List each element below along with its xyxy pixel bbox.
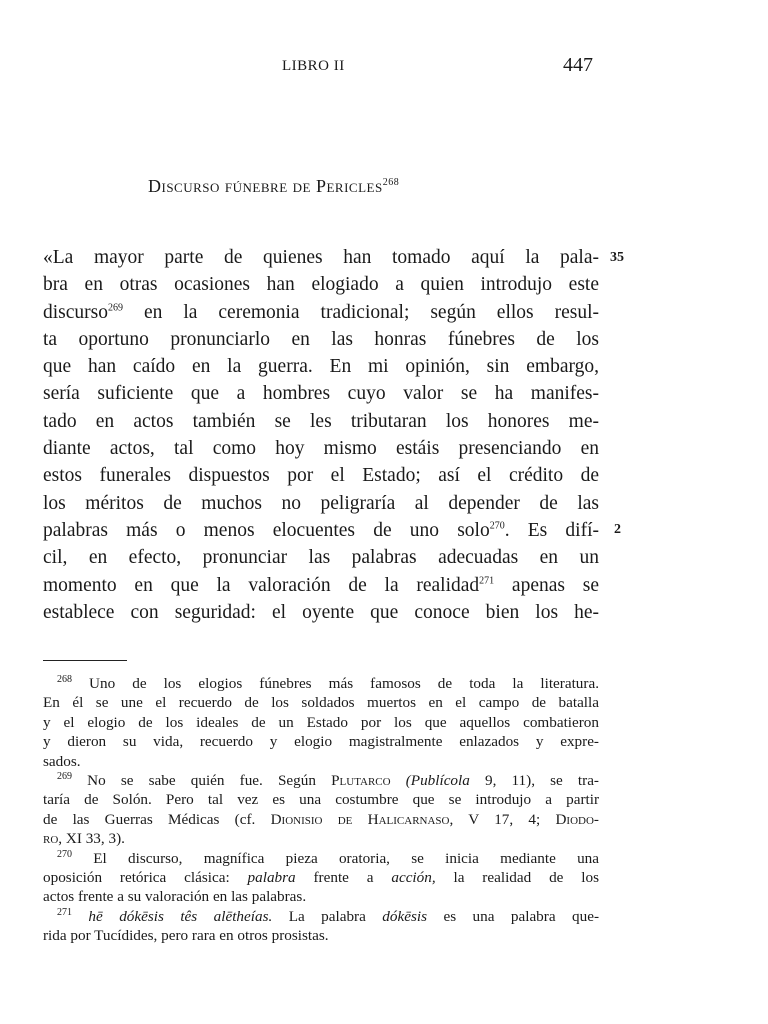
page-number: 447 xyxy=(563,54,593,76)
text-line: ta oportuno pronunciarlo en las honras fúnebres de los xyxy=(43,328,599,350)
footnote-line: En él se une el recuerdo de los soldados muertos en el campo de batalla xyxy=(43,694,599,712)
footnote-line: sados. xyxy=(43,752,81,770)
text-line: estos funerales dispuestos por el Estado; así el crédito de xyxy=(43,465,599,487)
text-span: palabras más o menos elocuentes de uno solo xyxy=(43,519,490,541)
italic-term: hē dókēsis tês alētheías. xyxy=(72,907,273,925)
text-line: tado en actos también se les tributaran los honores me- xyxy=(43,410,599,432)
italic-term: dókēsis xyxy=(382,907,428,925)
text-span: 9, 11), se tra- xyxy=(469,772,599,790)
text-span: es una palabra que- xyxy=(427,907,599,925)
italic-term: acción, xyxy=(391,869,436,887)
footnote-number: 271 xyxy=(57,906,72,918)
margin-chapter-number: 35 xyxy=(610,250,624,265)
text-span: , XI 33, 3). xyxy=(58,830,125,848)
footnote-ref: 270 xyxy=(489,520,505,532)
text-span: El discurso, magnífica pieza oratoria, se inicia mediante una xyxy=(72,849,599,867)
work-title: (Publícola xyxy=(390,772,470,790)
section-title xyxy=(148,176,399,197)
footnote-line xyxy=(43,829,599,848)
footnote-line: rida por Tucídides, pero rara en otros prosistas. xyxy=(43,927,329,945)
footnote-line: y el elogio de los ideales de un Estado por los que aquellos combatieron xyxy=(43,713,599,731)
author-name: Diodo- xyxy=(555,810,599,828)
text-span: en la ceremonia tradicional; según ellos resul- xyxy=(123,301,599,323)
footnote-line: taría de Solón. Pero tal vez es una costumbre que se introdujo a partir xyxy=(43,791,599,809)
text-line: que han caído en la guerra. En mi opinión, sin embargo, xyxy=(43,356,599,378)
text-span: momento en que la valoración de la realidad xyxy=(43,574,480,596)
text-span: Uno de los elogios fúnebres más famosos de toda la literatura. xyxy=(72,675,599,692)
footnote-ref: 271 xyxy=(479,575,495,587)
italic-term: palabra xyxy=(247,869,296,887)
text-span: , V 17, 4; xyxy=(449,810,556,828)
text-line: diante actos, tal como hoy mismo estáis presenciando en xyxy=(43,438,599,460)
author-name: Dionisio de Halicarnaso xyxy=(270,810,450,828)
main-text xyxy=(43,244,599,626)
section-title-text: Discurso fúnebre de Pericles xyxy=(148,176,383,196)
text-span: frente a xyxy=(295,869,392,887)
margin-paragraph-number: 2 xyxy=(614,522,621,537)
text-line: cil, en efecto, pronunciar las palabras adecuadas en un xyxy=(43,547,599,569)
text-span: de las Guerras Médicas (cf. xyxy=(43,810,271,828)
footnote-270 xyxy=(43,849,599,868)
footnote-269 xyxy=(43,771,599,790)
text-line: sería suficiente que a hombres cuyo valor se ha manifes- xyxy=(43,383,599,405)
author-name: ro xyxy=(43,830,59,848)
text-line xyxy=(43,517,599,544)
text-line: bra en otras ocasiones han elogiado a quien introdujo este xyxy=(43,274,599,296)
text-line xyxy=(43,572,599,599)
text-span: oposición retórica clásica: xyxy=(43,869,248,887)
text-line: «La mayor parte de quienes han tomado aquí la pala- xyxy=(43,247,599,268)
text-line xyxy=(43,299,599,326)
footnote-divider xyxy=(43,660,127,661)
footnote-268 xyxy=(43,674,599,693)
footnote-line xyxy=(43,810,599,829)
text-line: los méritos de muchos no peligraría al depender de las xyxy=(43,492,599,514)
footnote-line xyxy=(43,868,599,887)
footnote-number: 270 xyxy=(57,848,72,860)
text-span: La palabra xyxy=(272,907,383,925)
text-line: establece con seguridad: el oyente que conoce bien los he- xyxy=(43,601,599,623)
page-header xyxy=(0,54,768,84)
text-span: la realidad de los xyxy=(435,869,599,887)
author-name: Plutarco xyxy=(331,772,391,790)
footnote-271 xyxy=(43,907,599,926)
footnote-ref: 269 xyxy=(108,302,123,314)
text-span: discurso xyxy=(43,301,108,323)
footnote-line: y dieron su vida, recuerdo y elogio magistralmente enlazados y expre- xyxy=(43,733,599,751)
text-span: . Es difí- xyxy=(504,519,599,541)
text-span: apenas se xyxy=(494,574,599,596)
footnote-ref: 268 xyxy=(382,177,400,188)
footnote-number: 268 xyxy=(57,673,72,685)
running-head: LIBRO II xyxy=(282,58,345,74)
footnote-number: 269 xyxy=(57,770,72,782)
footnote-line: actos frente a su valoración en las palabras. xyxy=(43,888,307,906)
footnotes xyxy=(43,674,599,946)
text-span: No se sabe quién fue. Según xyxy=(72,772,332,790)
